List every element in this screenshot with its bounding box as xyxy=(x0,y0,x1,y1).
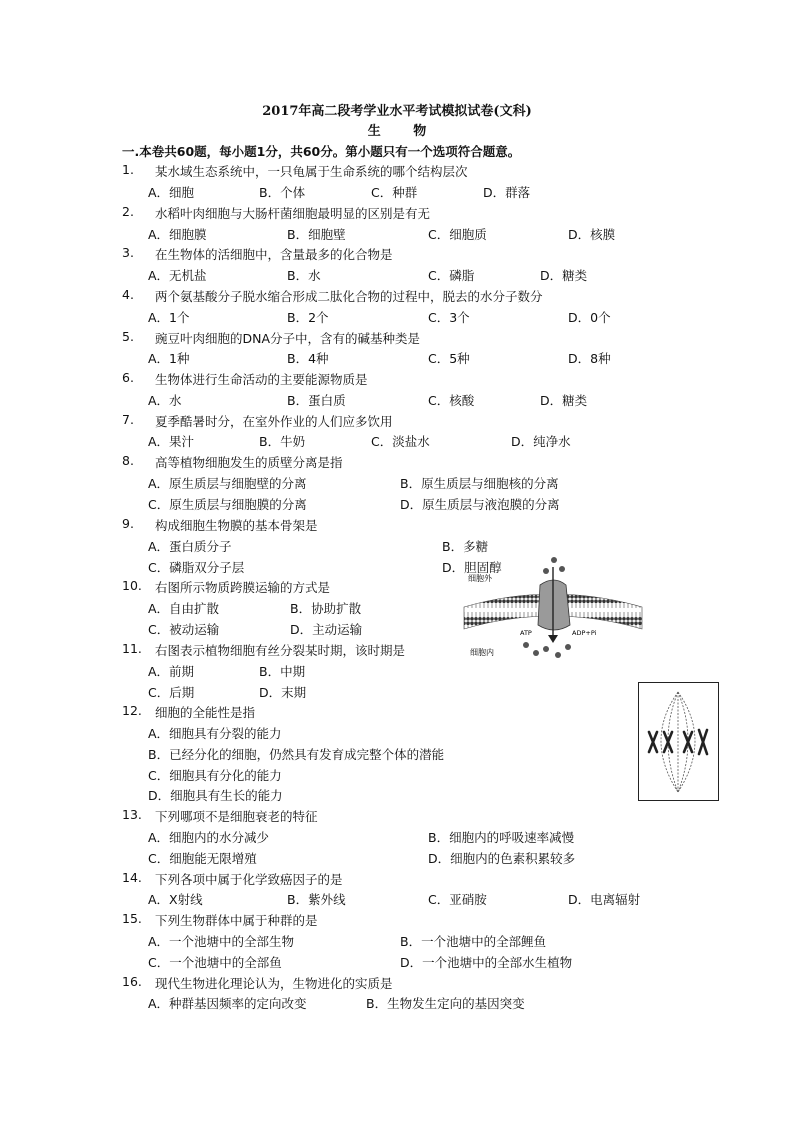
transport-arrow-head xyxy=(548,635,558,643)
option-c: C．5种 xyxy=(428,351,470,366)
option-a: A．细胞具有分裂的能力 xyxy=(148,726,282,741)
molecule-outside xyxy=(551,557,557,563)
mitosis-figure xyxy=(638,682,719,801)
molecule-outside xyxy=(543,568,549,574)
section-instructions: 一.本卷共60题，每小题1分，共60分。第小题只有一个选项符合题意。 xyxy=(122,144,521,159)
option-c: C．种群 xyxy=(371,185,418,200)
option-b: B．已经分化的细胞，仍然具有发育成完整个体的潜能 xyxy=(148,747,445,762)
option-d: D．一个池塘中的全部水生植物 xyxy=(400,955,573,970)
option-c: C．一个池塘中的全部鱼 xyxy=(148,955,282,970)
option-d: D．主动运输 xyxy=(290,622,363,637)
option-c: C．细胞具有分化的能力 xyxy=(148,768,282,783)
option-d: D．群落 xyxy=(483,185,531,200)
option-c: C．原生质层与细胞膜的分离 xyxy=(148,497,307,512)
question-stem: 两个氨基酸分子脱水缩合形成二肽化合物的过程中，脱去的水分子数分 xyxy=(155,289,543,304)
option-a: A．无机盐 xyxy=(148,268,207,283)
question-number: 13. xyxy=(122,807,142,822)
atp-label: ATP xyxy=(520,629,532,637)
question-number: 8. xyxy=(122,453,134,468)
option-a: A．X射线 xyxy=(148,892,203,907)
option-b: B．牛奶 xyxy=(259,434,306,449)
option-a: A．蛋白质分子 xyxy=(148,539,232,554)
option-a: A．细胞内的水分减少 xyxy=(148,830,270,845)
option-d: D．核膜 xyxy=(568,227,616,242)
outside-label: 细胞外 xyxy=(468,574,492,583)
question-stem: 细胞的全能性是指 xyxy=(155,705,256,720)
question-stem: 下列各项中属于化学致癌因子的是 xyxy=(155,872,343,887)
option-d: D．末期 xyxy=(259,685,307,700)
question-stem: 某水域生态系统中，一只龟属于生命系统的哪个结构层次 xyxy=(155,164,468,179)
membrane-transport-figure xyxy=(462,555,644,663)
question-stem: 下列哪项不是细胞衰老的特征 xyxy=(155,809,318,824)
adp-label: ADP+Pi xyxy=(572,629,597,637)
option-d: D．0个 xyxy=(568,310,611,325)
option-b: B．生物发生定向的基因突变 xyxy=(366,996,525,1011)
molecule-inside xyxy=(523,642,529,648)
question-stem: 高等植物细胞发生的质壁分离是指 xyxy=(155,455,343,470)
option-d: D．糖类 xyxy=(540,393,588,408)
option-a: A．原生质层与细胞壁的分离 xyxy=(148,476,307,491)
question-number: 9. xyxy=(122,516,134,531)
question-number: 15. xyxy=(122,911,142,926)
option-d: D．胆固醇 xyxy=(442,560,502,575)
question-number: 3. xyxy=(122,245,134,260)
question-stem: 构成细胞生物膜的基本骨架是 xyxy=(155,518,318,533)
question-number: 4. xyxy=(122,287,134,302)
option-a: A．一个池塘中的全部生物 xyxy=(148,934,295,949)
option-a: A．前期 xyxy=(148,664,195,679)
question-number: 14. xyxy=(122,870,142,885)
option-c: C．3个 xyxy=(428,310,470,325)
option-d: D．糖类 xyxy=(540,268,588,283)
question-number: 5. xyxy=(122,329,134,344)
option-a: A．1个 xyxy=(148,310,190,325)
option-b: B．一个池塘中的全部鲤鱼 xyxy=(400,934,547,949)
option-b: B．原生质层与细胞核的分离 xyxy=(400,476,559,491)
option-b: B．蛋白质 xyxy=(287,393,346,408)
option-c: C．淡盐水 xyxy=(371,434,430,449)
question-stem: 下列生物群体中属于种群的是 xyxy=(155,913,318,928)
option-c: C．细胞能无限增殖 xyxy=(148,851,257,866)
option-c: C．后期 xyxy=(148,685,195,700)
option-c: C．亚硝胺 xyxy=(428,892,487,907)
question-stem: 豌豆叶肉细胞的DNA分子中，含有的碱基种类是 xyxy=(155,331,421,346)
question-stem: 夏季酷暑时分，在室外作业的人们应多饮用 xyxy=(155,414,393,429)
inside-label: 细胞内 xyxy=(470,648,494,657)
option-a: A．种群基因频率的定向改变 xyxy=(148,996,307,1011)
option-a: A．自由扩散 xyxy=(148,601,220,616)
option-d: D．原生质层与液泡膜的分离 xyxy=(400,497,560,512)
exam-title: 2017年高二段考学业水平考试模拟试卷(文科) xyxy=(262,104,532,119)
option-b: B．2个 xyxy=(287,310,329,325)
option-b: B．4种 xyxy=(287,351,329,366)
question-number: 1. xyxy=(122,162,134,177)
question-stem: 在生物体的活细胞中，含量最多的化合物是 xyxy=(155,247,393,262)
option-c: C．被动运输 xyxy=(148,622,220,637)
option-c: C．细胞质 xyxy=(428,227,487,242)
question-number: 7. xyxy=(122,412,134,427)
option-a: A．果汁 xyxy=(148,434,195,449)
question-stem: 水稻叶肉细胞与大肠杆菌细胞最明显的区别是有无 xyxy=(155,206,431,221)
option-c: C．磷脂双分子层 xyxy=(148,560,245,575)
molecule-outside xyxy=(559,566,565,572)
molecule-inside xyxy=(543,646,549,652)
option-a: A．细胞 xyxy=(148,185,195,200)
carrier-protein xyxy=(538,580,570,630)
option-b: B．紫外线 xyxy=(287,892,346,907)
molecule-inside xyxy=(555,652,561,658)
option-b: B．细胞内的呼吸速率减慢 xyxy=(428,830,575,845)
question-number: 12. xyxy=(122,703,142,718)
question-number: 11. xyxy=(122,641,142,656)
question-number: 2. xyxy=(122,204,134,219)
option-a: A．1种 xyxy=(148,351,190,366)
option-a: A．细胞膜 xyxy=(148,227,207,242)
molecule-inside xyxy=(533,650,539,656)
option-b: B．多糖 xyxy=(442,539,489,554)
option-b: B．细胞壁 xyxy=(287,227,346,242)
question-stem: 右图表示植物细胞有丝分裂某时期，该时期是 xyxy=(155,643,406,658)
option-c: C．磷脂 xyxy=(428,268,475,283)
option-b: B．个体 xyxy=(259,185,306,200)
question-number: 10. xyxy=(122,578,142,593)
option-d: D．细胞内的色素积累较多 xyxy=(428,851,576,866)
option-c: C．核酸 xyxy=(428,393,475,408)
option-d: D．纯净水 xyxy=(511,434,571,449)
option-d: D．电离辐射 xyxy=(568,892,641,907)
molecule-inside xyxy=(565,644,571,650)
question-number: 6. xyxy=(122,370,134,385)
option-b: B．协助扩散 xyxy=(290,601,362,616)
question-stem: 生物体进行生命活动的主要能源物质是 xyxy=(155,372,368,387)
question-stem: 现代生物进化理论认为，生物进化的实质是 xyxy=(155,976,393,991)
question-stem: 右图所示物质跨膜运输的方式是 xyxy=(155,580,331,595)
option-b: B．水 xyxy=(287,268,321,283)
option-a: A．水 xyxy=(148,393,182,408)
question-number: 16. xyxy=(122,974,142,989)
option-d: D．8种 xyxy=(568,351,611,366)
option-b: B．中期 xyxy=(259,664,306,679)
option-d: D．细胞具有生长的能力 xyxy=(148,788,283,803)
subject-heading: 生 物 xyxy=(367,124,441,139)
